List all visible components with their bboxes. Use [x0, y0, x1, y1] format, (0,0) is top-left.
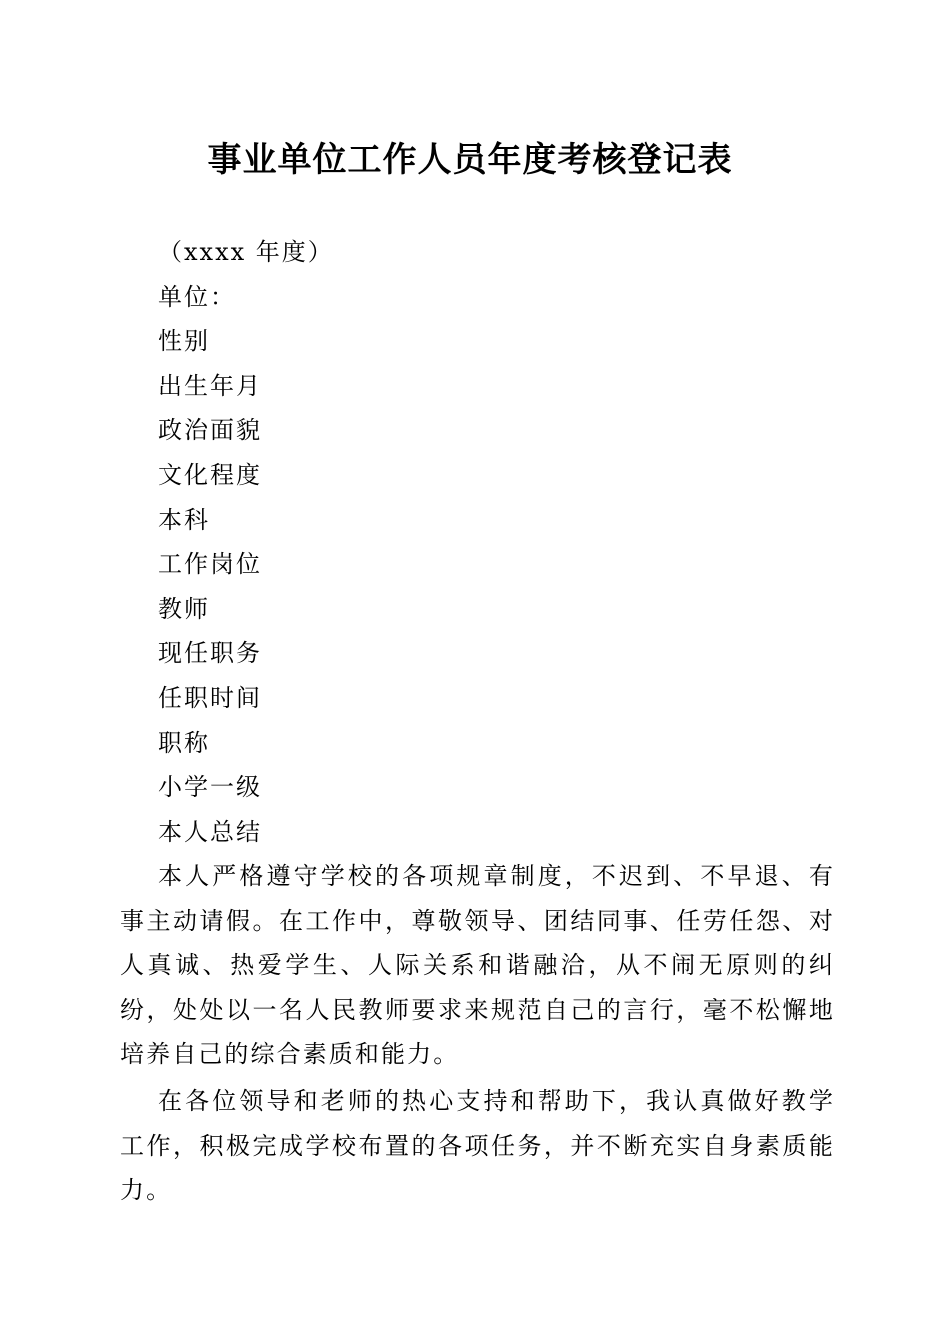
field-job-position: 工作岗位 — [158, 550, 262, 579]
form-field-list — [158, 230, 838, 854]
year-label: （xxxx 年度） — [158, 238, 334, 266]
field-current-post: 现任职务 — [158, 639, 262, 668]
field-self-summary: 本人总结 — [158, 817, 262, 846]
field-political-status: 政治面貌 — [158, 416, 262, 445]
field-unit: 单位： — [158, 282, 236, 311]
field-education-level: 文化程度 — [158, 460, 262, 489]
page-title: 事业单位工作人员年度考核登记表 — [207, 140, 733, 180]
value-job-position: 教师 — [158, 594, 210, 623]
field-professional-title: 职称 — [158, 728, 210, 757]
value-professional-title: 小学一级 — [158, 773, 262, 802]
value-education-level: 本科 — [158, 505, 210, 534]
field-gender: 性别 — [158, 327, 210, 356]
field-birth-date: 出生年月 — [158, 371, 262, 400]
summary-paragraph: 在各位领导和老师的热心支持和帮助下，我认真做好教学工作，积极完成学校布置的各项任务，并不断充实自身素质能力。 — [120, 1087, 835, 1205]
summary-paragraph: 本人严格遵守学校的各项规章制度，不迟到、不早退、有事主动请假。在工作中，尊敬领导、团结同事、任劳任怨、对人真诚、热爱学生、人际关系和谐融洽，从不闹无原则的纠纷，处处以一名人民教师要求来规范自己的言行，毫不松懈地培养自己的综合素质和能力。 — [120, 862, 835, 1069]
field-appointment-time: 任职时间 — [158, 683, 262, 712]
